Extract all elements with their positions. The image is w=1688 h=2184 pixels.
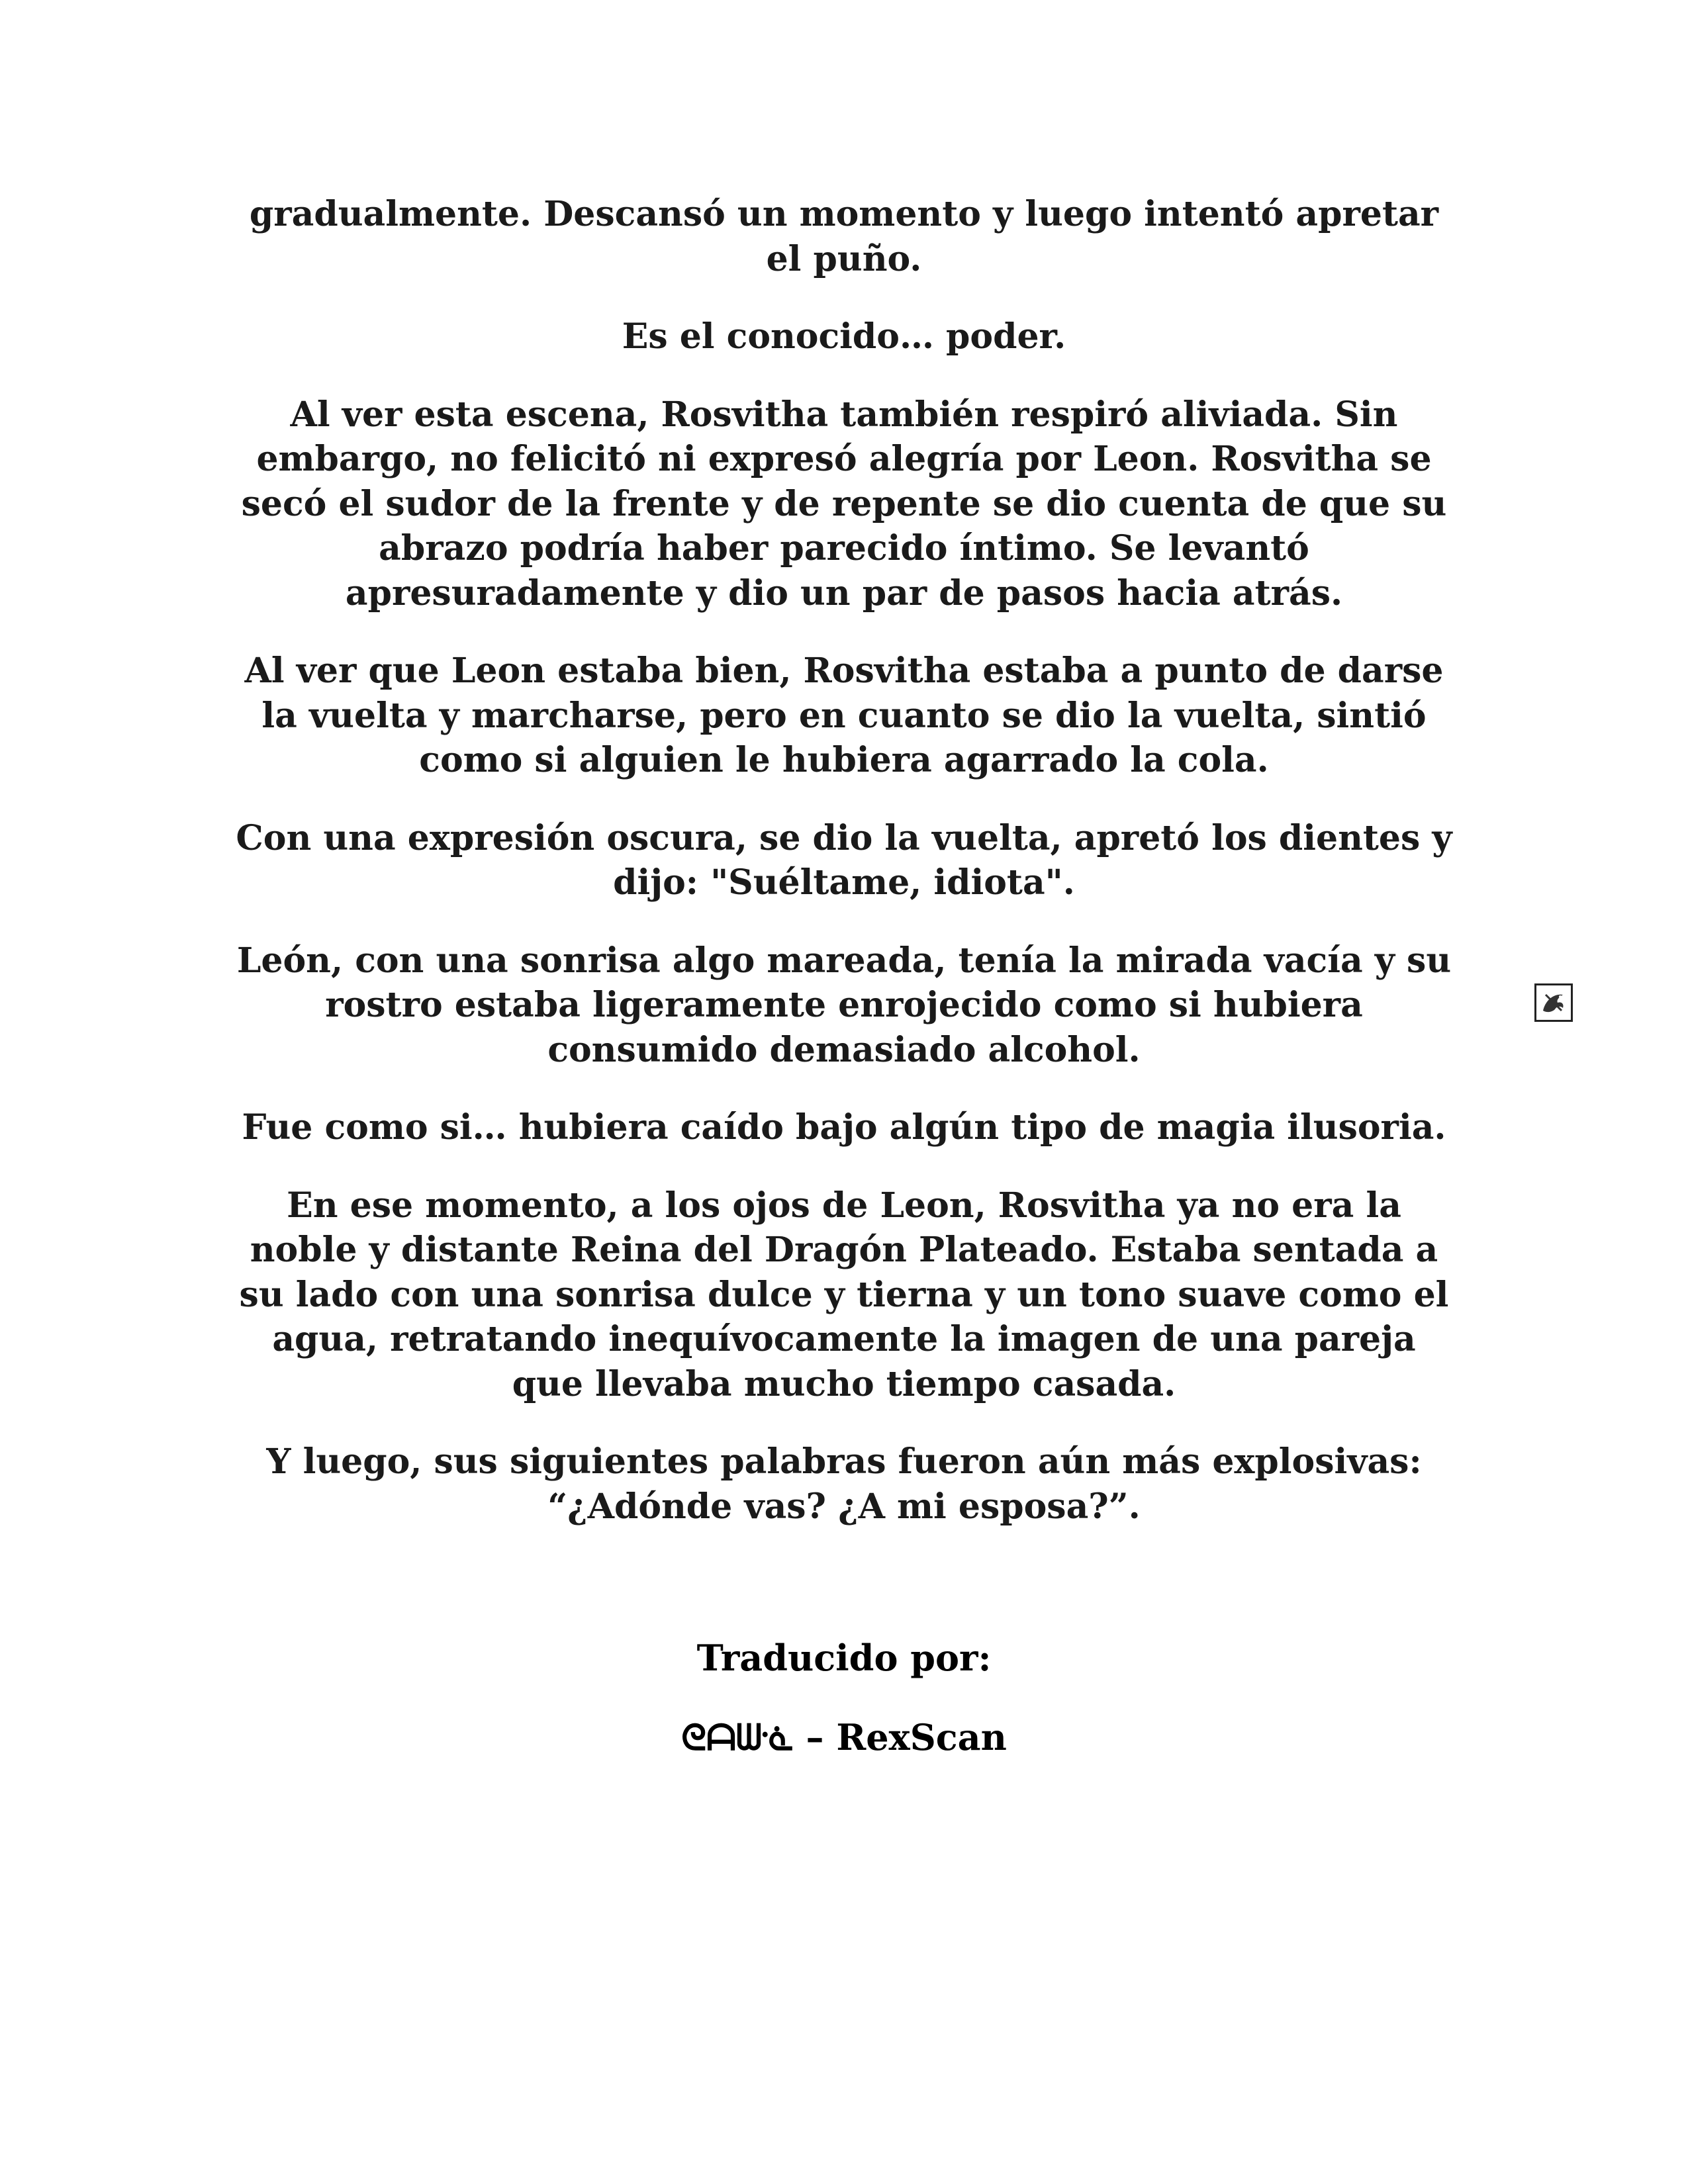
text-line: gradualmente. Descansó un momento y luego intentó apretar <box>249 194 1439 234</box>
paragraph-4 <box>218 649 1470 783</box>
paragraph-5 <box>218 816 1470 905</box>
text-line: dijo: "Suéltame, idiota". <box>613 862 1075 903</box>
text-line: Es el conocido… poder. <box>622 316 1066 357</box>
text-line: agua, retratando inequívocamente la imagen de una pareja <box>272 1319 1416 1359</box>
paragraph-1 <box>218 192 1470 281</box>
paragraph-8 <box>218 1183 1470 1407</box>
body-text <box>218 192 1470 1562</box>
credits-label: Traducido por: <box>696 1637 992 1679</box>
dragon-seal-svg <box>1536 985 1571 1020</box>
paragraph-2 <box>218 314 1470 359</box>
paragraph-7 <box>218 1105 1470 1150</box>
text-line: secó el sudor de la frente y de repente se dio cuenta de que su <box>241 483 1447 524</box>
text-line: consumido demasiado alcohol. <box>547 1029 1141 1070</box>
paragraph-9 <box>218 1439 1470 1529</box>
text-line: Al ver esta escena, Rosvitha también respiró aliviada. Sin <box>290 394 1398 435</box>
text-line: noble y distante Reina del Dragón Plateado. Estaba sentada a <box>250 1230 1438 1270</box>
text-line: apresuradamente y dio un par de pasos hacia atrás. <box>345 572 1343 614</box>
text-line: su lado con una sonrisa dulce y tierna y un tono suave como el <box>239 1274 1449 1315</box>
credits <box>218 1635 1470 1794</box>
text-line: Con una expresión oscura, se dio la vuelta, apretó los dientes y <box>236 817 1452 858</box>
paragraph-3 <box>218 392 1470 616</box>
text-line: que llevaba mucho tiempo casada. <box>512 1363 1176 1404</box>
text-line: “¿Adónde vas? ¿A mi esposa?”. <box>547 1486 1141 1527</box>
text-line: Y luego, sus siguientes palabras fueron aún más explosivas: <box>266 1441 1422 1482</box>
text-line: En ese momento, a los ojos de Leon, Rosvitha ya no era la <box>287 1185 1401 1226</box>
text-line: como si alguien le hubiera agarrado la cola. <box>419 740 1269 780</box>
text-line: Fue como si… hubiera caído bajo algún tipo de magia ilusoria. <box>242 1107 1446 1148</box>
text-line: León, con una sonrisa algo mareada, tenía la mirada vacía y su <box>236 940 1452 981</box>
text-line: el puño. <box>766 238 922 279</box>
credits-translator: ᘓᗩᗯᓍ – RexScan <box>681 1716 1007 1758</box>
text-line: embargo, no felicitó ni expresó alegría por Leon. Rosvitha se <box>256 439 1432 479</box>
dragon-seal-icon <box>1534 983 1573 1022</box>
text-line: abrazo podría haber parecido íntimo. Se levantó <box>379 528 1309 569</box>
text-line: rostro estaba ligeramente enrojecido como si hubiera <box>325 985 1363 1025</box>
text-line: Al ver que Leon estaba bien, Rosvitha estaba a punto de darse <box>244 651 1444 691</box>
paragraph-6 <box>218 938 1470 1073</box>
text-line: la vuelta y marcharse, pero en cuanto se dio la vuelta, sintió <box>261 695 1427 736</box>
